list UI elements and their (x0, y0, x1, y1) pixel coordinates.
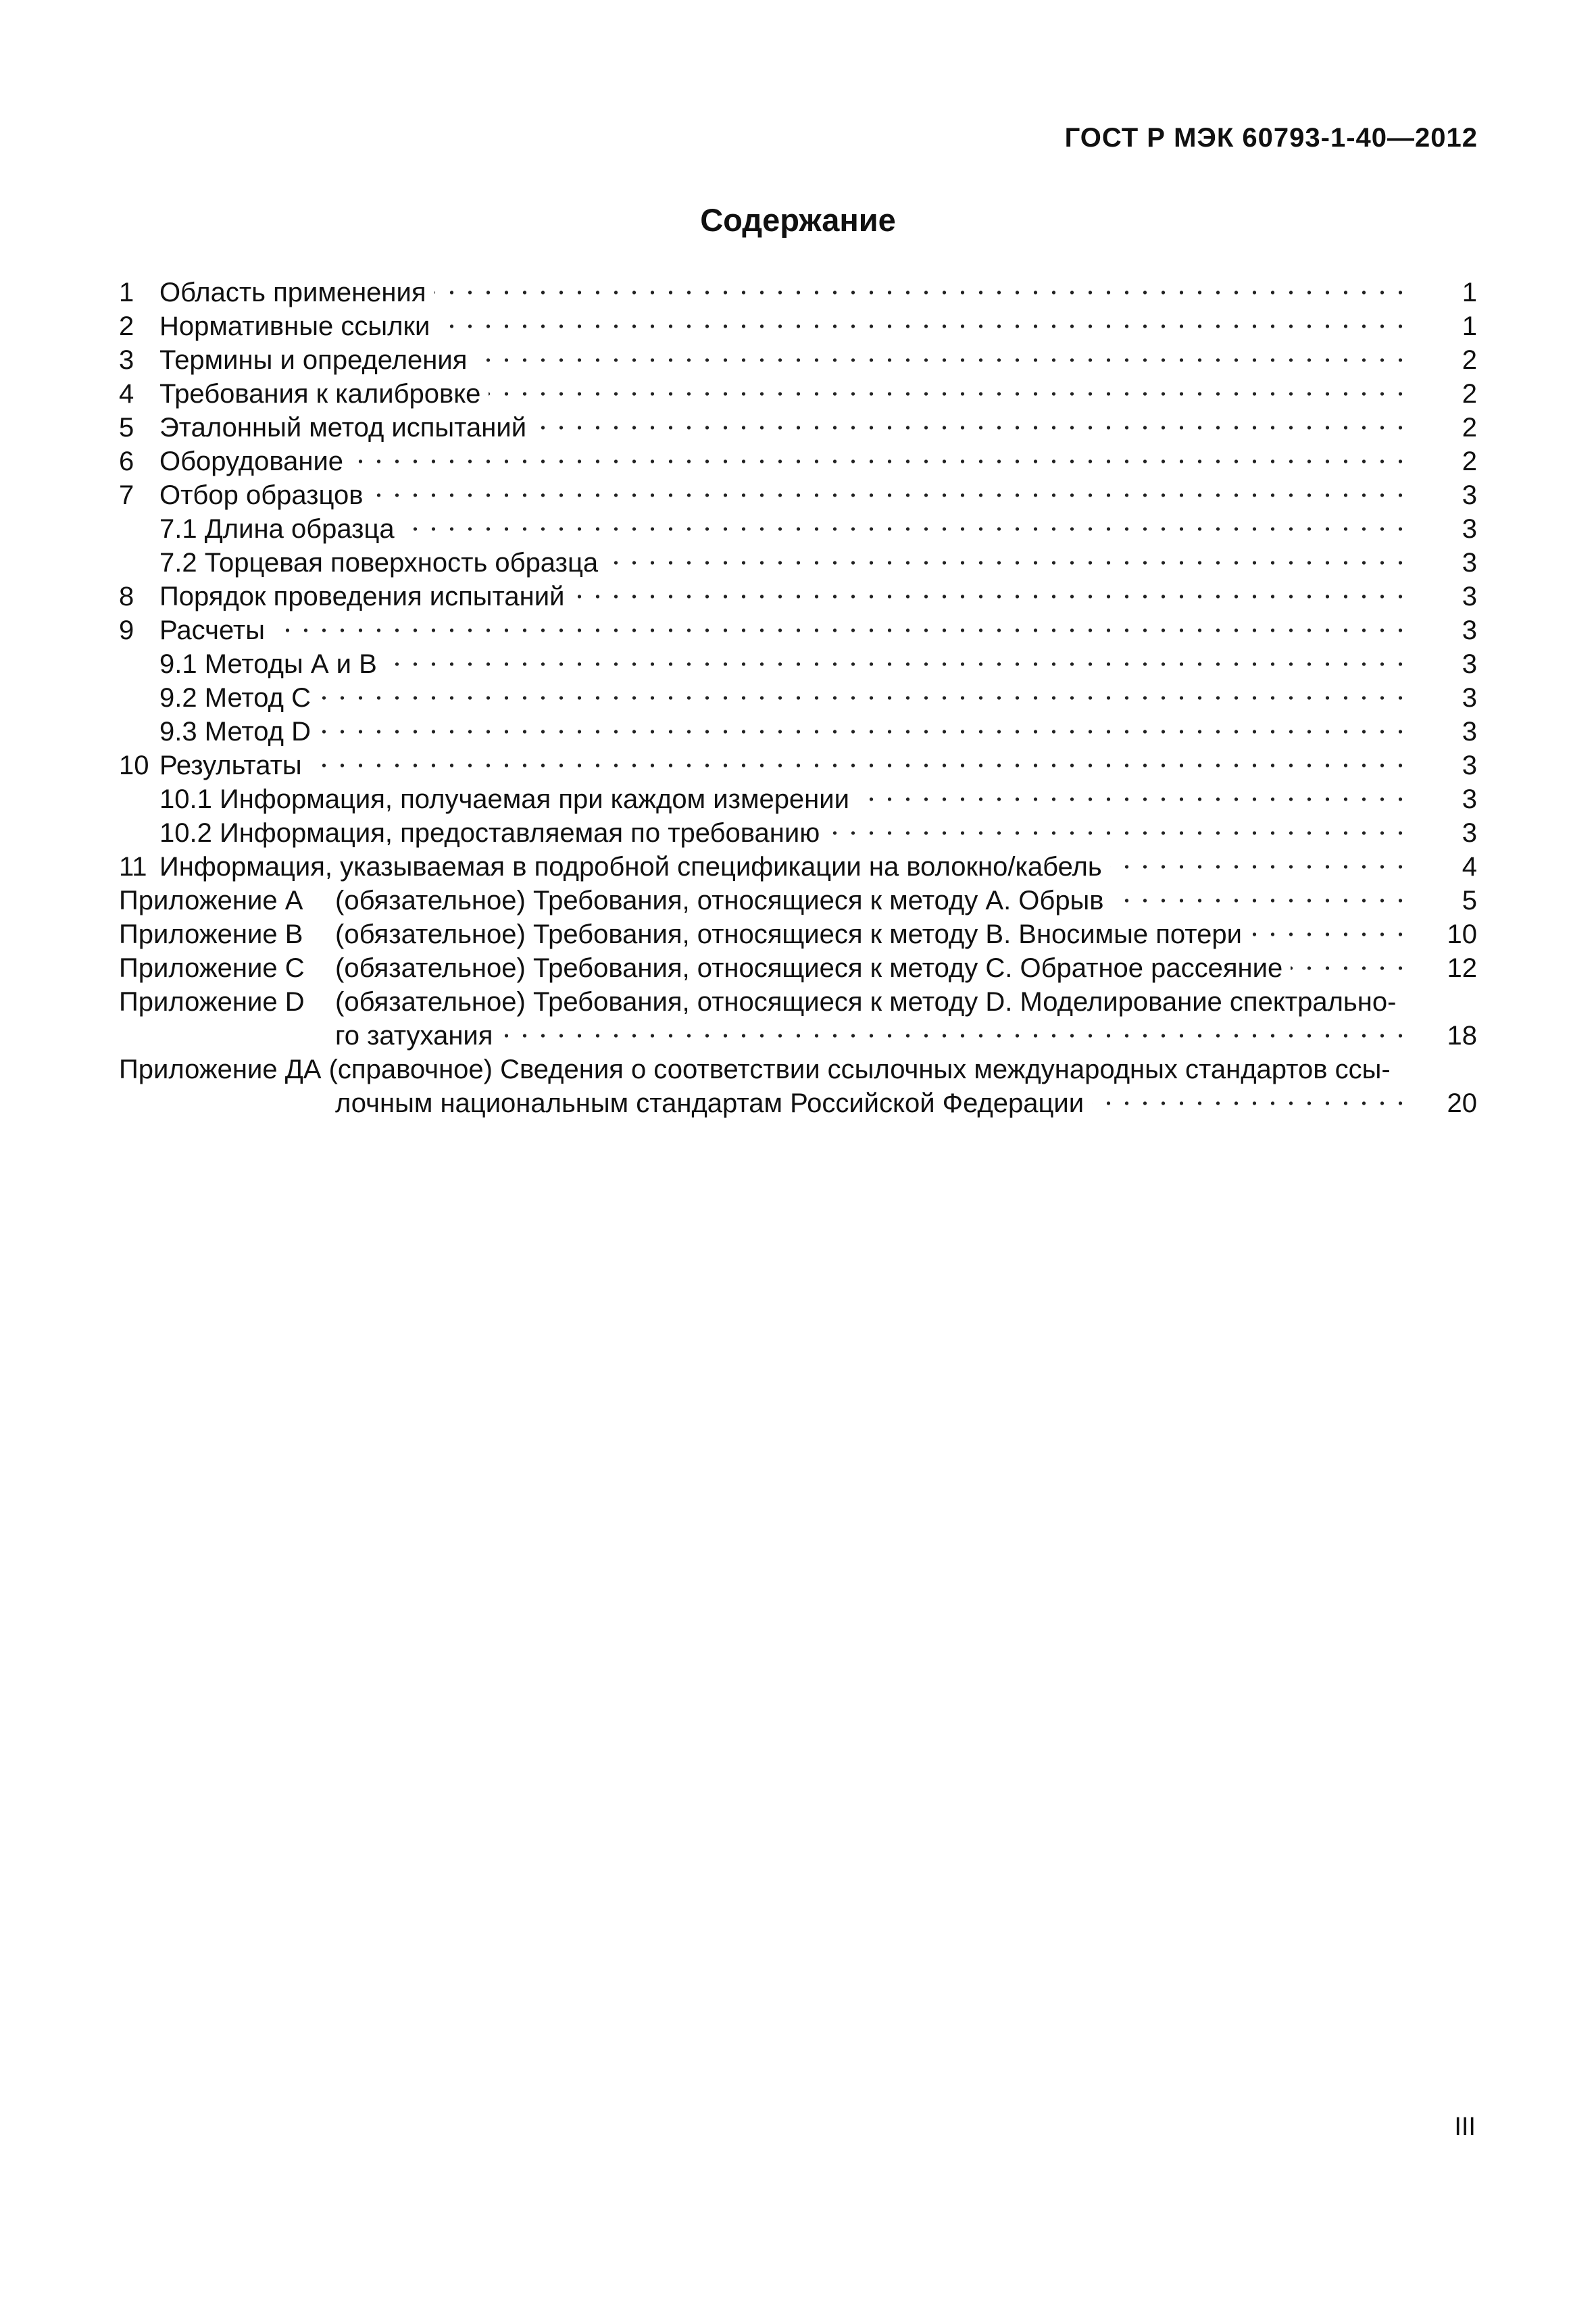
toc-entry-number: 10 (119, 751, 149, 780)
toc-entry-title: Информация, указываемая в подробной спецификации на волокно/кабель (159, 852, 1110, 882)
toc-entry (119, 917, 1477, 951)
toc-entry (119, 613, 1477, 647)
toc-entry (119, 749, 1477, 782)
toc-entry-title: Требования к калибровке (159, 379, 489, 409)
toc-entry-page: 2 (1462, 379, 1477, 409)
toc-entry (119, 715, 1477, 749)
toc-entry-number: Приложение С (119, 953, 305, 983)
toc-entry-number: 9 (119, 615, 134, 645)
toc-entry-page: 3 (1462, 615, 1477, 645)
toc-entry-number: 7 (119, 480, 134, 510)
toc-entry-title: Термины и определения (159, 345, 475, 375)
toc-entry-page: 10 (1447, 920, 1477, 949)
toc-entry-page: 3 (1462, 649, 1477, 679)
toc-entry-number: 6 (119, 447, 134, 476)
toc-entry-number: 8 (119, 582, 134, 611)
toc-entry-number: Приложение А (119, 886, 303, 915)
toc-entry (119, 1053, 1477, 1086)
page-folio: III (1454, 2113, 1476, 2141)
table-of-contents (119, 276, 1477, 1120)
toc-entry-title: 10.1 Информация, получаемая при каждом измерении (159, 784, 857, 814)
toc-entry-title: Нормативные ссылки (159, 311, 438, 341)
toc-entry (119, 512, 1477, 546)
toc-entry (119, 411, 1477, 445)
toc-entry-page: 2 (1462, 447, 1477, 476)
toc-entry-title: го затухания (335, 1021, 501, 1051)
toc-entry-title: (обязательное) Требования, относящиеся к методу В. Вносимые потери (335, 920, 1250, 949)
toc-entry (119, 850, 1477, 884)
toc-entry-page: 2 (1462, 345, 1477, 375)
toc-entry-title: Порядок проведения испытаний (159, 582, 572, 611)
toc-entry-page: 3 (1462, 582, 1477, 611)
toc-entry-number: 2 (119, 311, 134, 341)
toc-entry-number: 4 (119, 379, 134, 409)
toc-entry-page: 3 (1462, 818, 1477, 848)
toc-entry (119, 343, 1477, 377)
toc-entry-number: 1 (119, 278, 134, 307)
toc-entry (119, 681, 1477, 715)
toc-entry-number: 3 (119, 345, 134, 375)
toc-entry-page: 3 (1462, 784, 1477, 814)
toc-entry-number: Приложение D (119, 987, 305, 1017)
toc-entry (119, 309, 1477, 343)
toc-entry-page: 4 (1462, 852, 1477, 882)
toc-entry (119, 951, 1477, 985)
toc-entry-number: 5 (119, 413, 134, 443)
toc-entry-title: Оборудование (159, 447, 351, 476)
toc-entry-title: 9.1 Методы А и В (159, 649, 385, 679)
toc-entry (119, 445, 1477, 478)
document-code: ГОСТ Р МЭК 60793-1-40—2012 (1064, 123, 1478, 153)
toc-entry (119, 546, 1477, 580)
toc-entry (119, 276, 1477, 309)
toc-entry-title: 9.3 Метод D (159, 717, 319, 747)
toc-entry-page: 3 (1462, 480, 1477, 510)
toc-entry-page: 3 (1462, 751, 1477, 780)
toc-entry-number: Приложение В (119, 920, 303, 949)
toc-entry-number: 11 (119, 852, 147, 882)
toc-entry (119, 816, 1477, 850)
toc-entry-title: Результаты (159, 751, 310, 780)
toc-entry-title: (обязательное) Требования, относящиеся к методу А. Обрыв (335, 886, 1112, 915)
toc-entry-title: 7.1 Длина образца (159, 514, 403, 544)
toc-entry-page: 1 (1462, 311, 1477, 341)
toc-entry (119, 782, 1477, 816)
toc-entry-page: 5 (1462, 886, 1477, 915)
toc-entry-page: 3 (1462, 548, 1477, 578)
toc-entry-page: 20 (1447, 1088, 1477, 1118)
toc-entry-page: 3 (1462, 514, 1477, 544)
toc-entry (119, 1086, 1477, 1120)
toc-entry-title: Приложение ДА (справочное) Сведения о соответствии ссылочных международных стандартов ссы- (119, 1055, 1399, 1084)
toc-entry (119, 478, 1477, 512)
toc-entry (119, 580, 1477, 613)
toc-entry-title: 10.2 Информация, предоставляемая по требованию (159, 818, 828, 848)
toc-entry (119, 884, 1477, 917)
toc-entry-title: (обязательное) Требования, относящиеся к методу С. Обратное рассеяние (335, 953, 1291, 983)
toc-title: Содержание (700, 202, 896, 238)
toc-entry-page: 18 (1447, 1021, 1477, 1051)
toc-entry-title: Область применения (159, 278, 434, 307)
toc-entry-title: Отбор образцов (159, 480, 371, 510)
toc-entry (119, 377, 1477, 411)
toc-entry (119, 647, 1477, 681)
toc-entry-page: 1 (1462, 278, 1477, 307)
toc-entry-page: 12 (1447, 953, 1477, 983)
toc-entry-page: 3 (1462, 717, 1477, 747)
toc-entry (119, 1019, 1477, 1053)
toc-entry-title: (обязательное) Требования, относящиеся к методу D. Моделирование спектрально- (335, 987, 1404, 1017)
toc-entry (119, 985, 1477, 1019)
toc-entry-title: Расчеты (159, 615, 273, 645)
toc-entry-page: 2 (1462, 413, 1477, 443)
toc-entry-page: 3 (1462, 683, 1477, 713)
toc-entry-title: Эталонный метод испытаний (159, 413, 534, 443)
toc-entry-title: 9.2 Метод С (159, 683, 319, 713)
toc-entry-title: лочным национальным стандартам Российской Федерации (335, 1088, 1092, 1118)
toc-entry-title: 7.2 Торцевая поверхность образца (159, 548, 606, 578)
